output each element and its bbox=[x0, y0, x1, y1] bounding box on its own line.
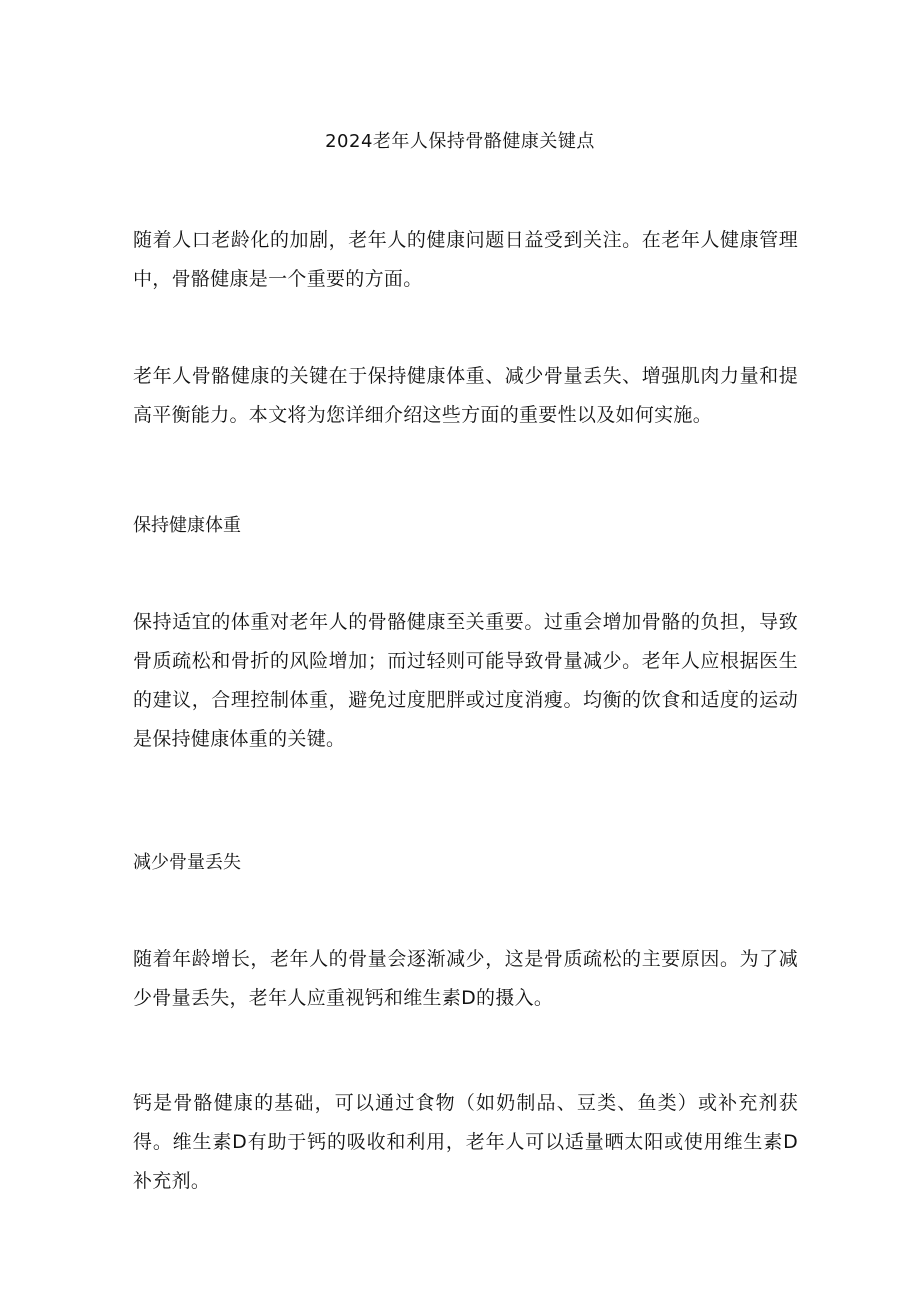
intro-paragraph-1: 随着人口老龄化的加剧，老年人的健康问题日益受到关注。在老年人健康管理中，骨骼健康是一个重要的方面。 bbox=[133, 229, 798, 290]
document-title: 2024老年人保持骨骼健康关键点 bbox=[325, 131, 595, 152]
section-heading-weight: 保持健康体重 bbox=[133, 515, 241, 536]
section-body-weight: 保持适宜的体重对老年人的骨骼健康至关重要。过重会增加骨骼的负担，导致骨质疏松和骨折的风险增加；而过轻则可能导致骨量减少。老年人应根据医生的建议，合理控制体重，避免过度肥胖或过度消瘦。均衡的饮食和适度的运动是保持健康体重的关键。 bbox=[133, 611, 798, 750]
section-heading-bone-loss: 减少骨量丢失 bbox=[133, 852, 241, 873]
section-body-bone-loss-2: 钙是骨骼健康的基础，可以通过食物（如奶制品、豆类、鱼类）或补充剂获得。维生素D有助于钙的吸收和利用，老年人可以适量晒太阳或使用维生素D补充剂。 bbox=[133, 1092, 798, 1192]
section-body-bone-loss-1: 随着年龄增长，老年人的骨量会逐渐减少，这是骨质疏松的主要原因。为了减少骨量丢失，老年人应重视钙和维生素D的摄入。 bbox=[133, 948, 798, 1009]
intro-paragraph-2: 老年人骨骼健康的关键在于保持健康体重、减少骨量丢失、增强肌肉力量和提高平衡能力。本文将为您详细介绍这些方面的重要性以及如何实施。 bbox=[133, 365, 798, 426]
